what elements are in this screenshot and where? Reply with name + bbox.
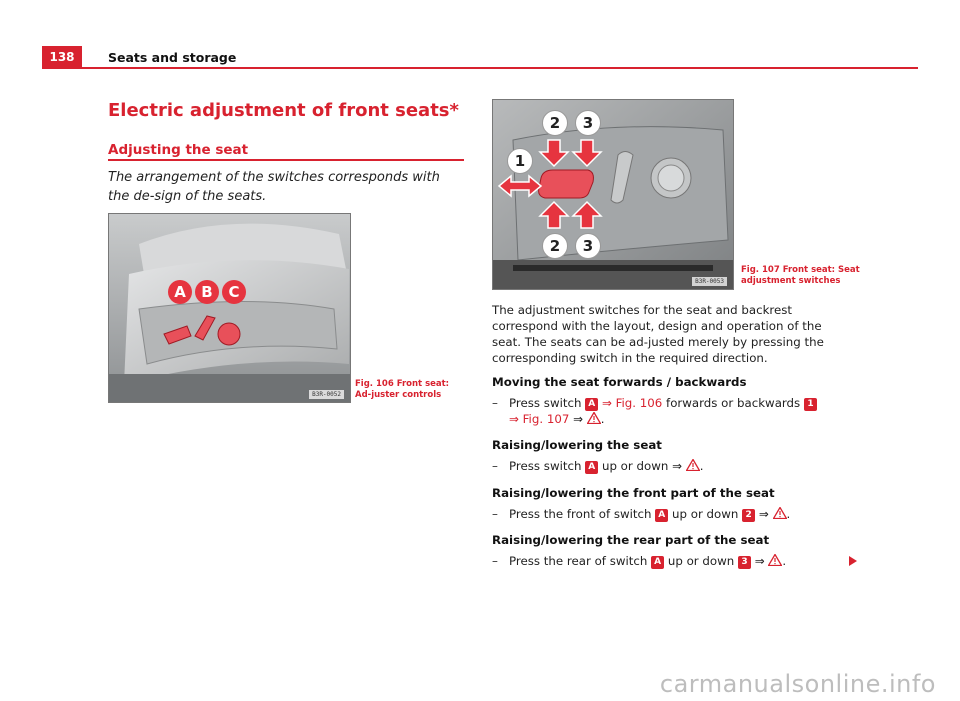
section-title-moving: Moving the seat forwards / backwards xyxy=(492,375,747,389)
figure-code: B3R-0053 xyxy=(692,277,727,286)
watermark: carmanualsonline.info xyxy=(659,670,936,698)
page-number: 138 xyxy=(42,46,82,68)
fig-107-link[interactable]: ⇒ Fig. 107 xyxy=(509,412,570,426)
instruction-rear: – Press the rear of switch A up or down 3 ⇒ . xyxy=(492,554,787,568)
section-title-front: Raising/lowering the front part of the seat xyxy=(492,486,775,500)
lead-text: The arrangement of the switches corresponds with the de-sign of the seats. xyxy=(108,170,440,204)
callout-3-bottom: 3 xyxy=(575,233,601,259)
warning-icon[interactable] xyxy=(768,554,782,566)
switch-2-badge: 2 xyxy=(742,509,755,522)
callout-1: 1 xyxy=(507,148,533,174)
callout-2-top: 2 xyxy=(542,110,568,136)
callout-c: C xyxy=(222,280,246,304)
switch-panel-illustration xyxy=(493,100,733,289)
continue-arrow-icon xyxy=(849,556,857,566)
switch-a-badge: A xyxy=(585,461,598,474)
fig-106-link[interactable]: ⇒ Fig. 106 xyxy=(601,396,663,410)
figure-106-caption: Fig. 106 Front seat: Ad-juster controls xyxy=(355,379,450,400)
switch-a-badge: A xyxy=(651,556,664,569)
header-rule xyxy=(42,67,918,69)
subheading: Adjusting the seat xyxy=(108,142,249,158)
callout-b: B xyxy=(195,280,219,304)
warning-icon[interactable] xyxy=(773,507,787,519)
seat-controls-illustration xyxy=(109,214,350,402)
intro-paragraph: The adjustment switches for the seat and backrest correspond with the layout, design and operation of the seat. The seats can be ad-justed merely by pressing the corresponding switch in the required direction. xyxy=(492,303,824,365)
subheading-rule xyxy=(108,159,464,161)
figure-107-image xyxy=(492,99,734,290)
figure-code: B3R-0052 xyxy=(309,390,344,399)
callout-3-top: 3 xyxy=(575,110,601,136)
instruction-moving-cont: ⇒ Fig. 107 ⇒ . xyxy=(509,412,605,426)
warning-icon[interactable] xyxy=(587,412,601,424)
section-title: Seats and storage xyxy=(108,50,237,65)
callout-a: A xyxy=(168,280,192,304)
switch-a-badge: A xyxy=(655,509,668,522)
figure-107-caption: Fig. 107 Front seat: Seat adjustment switches xyxy=(741,265,860,286)
switch-3-badge: 3 xyxy=(738,556,751,569)
section-title-rear: Raising/lowering the rear part of the seat xyxy=(492,533,770,547)
instruction-front: – Press the front of switch A up or down 2 ⇒ . xyxy=(492,507,791,521)
page-heading: Electric adjustment of front seats* xyxy=(108,100,459,121)
warning-icon[interactable] xyxy=(686,459,700,471)
switch-a-badge: A xyxy=(585,398,598,411)
instruction-raising: – Press switch A up or down ⇒ . xyxy=(492,459,704,473)
instruction-moving: – Press switch A ⇒ Fig. 106 forwards or backwards 1 xyxy=(492,395,817,411)
figure-106-image xyxy=(108,213,351,403)
callout-2-bottom: 2 xyxy=(542,233,568,259)
switch-1-badge: 1 xyxy=(804,398,817,411)
section-title-raising: Raising/lowering the seat xyxy=(492,438,662,452)
